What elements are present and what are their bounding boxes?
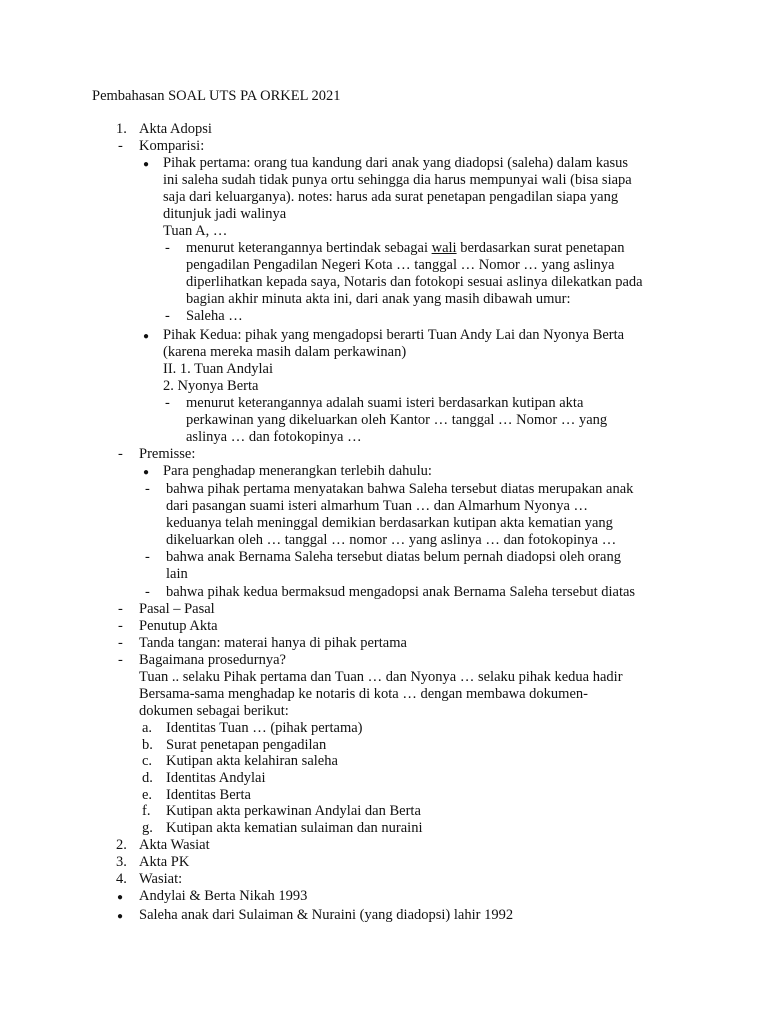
list-marker: c.	[142, 753, 153, 769]
bullet-icon: ●	[143, 159, 150, 170]
text-line: Bagaimana prosedurnya?	[139, 652, 286, 668]
list-marker: 4.	[116, 871, 127, 887]
text-line: Akta PK	[139, 854, 190, 870]
text-line: saja dari keluarganya). notes: harus ada surat penetapan pengadilan siapa yang	[163, 189, 619, 205]
text-line: dikeluarkan oleh … tanggal … nomor … yang aslinya … dan fotokopinya …	[166, 532, 617, 548]
bullet-icon: ●	[143, 331, 150, 342]
text-line: Kutipan akta kelahiran saleha	[166, 753, 338, 769]
text-line: Bersama-sama menghadap ke notaris di kota … dengan membawa dokumen-	[139, 686, 588, 702]
text-line: bahwa pihak kedua bermaksud mengadopsi anak Bernama Saleha tersebut diatas	[166, 584, 636, 600]
text-line: Komparisi:	[139, 138, 205, 154]
text-line: Kutipan akta kematian sulaiman dan nuraini	[166, 820, 423, 836]
list-marker: 3.	[116, 854, 127, 870]
text-line: Premisse:	[139, 446, 196, 462]
text-line: II. 1. Tuan Andylai	[163, 361, 273, 377]
text-line: Akta Wasiat	[139, 837, 210, 853]
list-marker: -	[145, 481, 150, 497]
text-line: Penutup Akta	[139, 618, 218, 634]
list-marker: -	[118, 652, 123, 668]
list-marker: b.	[142, 737, 153, 753]
text-line: dokumen sebagai berikut:	[139, 703, 289, 719]
text-line: Andylai & Berta Nikah 1993	[139, 888, 308, 904]
text-line: 2. Nyonya Berta	[163, 378, 259, 394]
list-marker: -	[145, 584, 150, 600]
text-line	[186, 240, 624, 257]
bullet-icon: ●	[117, 892, 124, 903]
text-line: Pihak Kedua: pihak yang mengadopsi berarti Tuan Andy Lai dan Nyonya Berta	[163, 327, 625, 343]
text-line: Tuan A, …	[163, 223, 228, 239]
list-marker: d.	[142, 770, 153, 786]
list-marker: -	[118, 618, 123, 634]
bullet-icon: ●	[117, 911, 124, 922]
list-marker: -	[118, 138, 123, 154]
underlined-word: wali	[431, 240, 457, 256]
text-line: diperlihatkan kepada saya, Notaris dan fotokopi sesuai aslinya dilekatkan pada	[186, 274, 643, 290]
list-marker: -	[118, 635, 123, 651]
text-line: (karena mereka masih dalam perkawinan)	[163, 344, 407, 360]
text-line: Tanda tangan: materai hanya di pihak pertama	[139, 635, 407, 651]
text-line: Kutipan akta perkawinan Andylai dan Berta	[166, 803, 421, 819]
text-line: perkawinan yang dikeluarkan oleh Kantor … tanggal … Nomor … yang	[186, 412, 608, 428]
text-line: Identitas Andylai	[166, 770, 266, 786]
list-marker: g.	[142, 820, 153, 836]
text-line: Tuan .. selaku Pihak pertama dan Tuan … dan Nyonya … selaku pihak kedua hadir	[139, 669, 623, 685]
bullet-icon: ●	[143, 467, 150, 478]
text-line: Wasiat:	[139, 871, 183, 887]
text-line: lain	[166, 566, 188, 582]
text-line: menurut keterangannya adalah suami isteri berdasarkan kutipan akta	[186, 395, 584, 411]
list-marker: -	[165, 395, 170, 411]
text-line: Identitas Tuan … (pihak pertama)	[166, 720, 363, 736]
text-line: Akta Adopsi	[139, 121, 212, 137]
list-marker: -	[118, 446, 123, 462]
list-marker: e.	[142, 787, 153, 803]
page-title: Pembahasan SOAL UTS PA ORKEL 2021	[92, 88, 341, 104]
list-marker: -	[118, 601, 123, 617]
text-line: Pihak pertama: orang tua kandung dari anak yang diadopsi (saleha) dalam kasus	[163, 155, 629, 171]
text-line: Saleha anak dari Sulaiman & Nuraini (yang diadopsi) lahir 1992	[139, 907, 514, 923]
text-segment: berdasarkan surat penetapan	[456, 240, 625, 256]
text-line: dari pasangan suami isteri almarhum Tuan … dan Almarhum Nyonya …	[166, 498, 589, 514]
text-line: ini saleha sudah tidak punya ortu sehingga dia harus mempunyai wali (bisa siapa	[163, 172, 632, 188]
text-line: bahwa anak Bernama Saleha tersebut diatas belum pernah diadopsi oleh orang	[166, 549, 621, 565]
list-marker: -	[145, 549, 150, 565]
list-marker: -	[165, 308, 170, 324]
text-line: aslinya … dan fotokopinya …	[186, 429, 362, 445]
text-line: Pasal – Pasal	[139, 601, 215, 617]
text-line: Para penghadap menerangkan terlebih dahulu:	[163, 463, 432, 479]
text-line: bahwa pihak pertama menyatakan bahwa Saleha tersebut diatas merupakan anak	[166, 481, 634, 497]
list-marker: f.	[142, 803, 151, 819]
text-line: Saleha …	[186, 308, 243, 324]
list-marker: -	[165, 240, 170, 256]
text-line: keduanya telah meninggal demikian berdasarkan kutipan akta kematian yang	[166, 515, 613, 531]
text-line: Identitas Berta	[166, 787, 251, 803]
text-line: ditunjuk jadi walinya	[163, 206, 287, 222]
text-line: Surat penetapan pengadilan	[166, 737, 327, 753]
list-marker: 1.	[116, 121, 127, 137]
text-line: pengadilan Pengadilan Negeri Kota … tanggal … Nomor … yang aslinya	[186, 257, 615, 273]
list-marker: 2.	[116, 837, 127, 853]
list-marker: a.	[142, 720, 153, 736]
text-line: bagian akhir minuta akta ini, dari anak yang masih dibawah umur:	[186, 291, 571, 307]
text-segment: menurut keterangannya bertindak sebagai	[186, 240, 432, 256]
